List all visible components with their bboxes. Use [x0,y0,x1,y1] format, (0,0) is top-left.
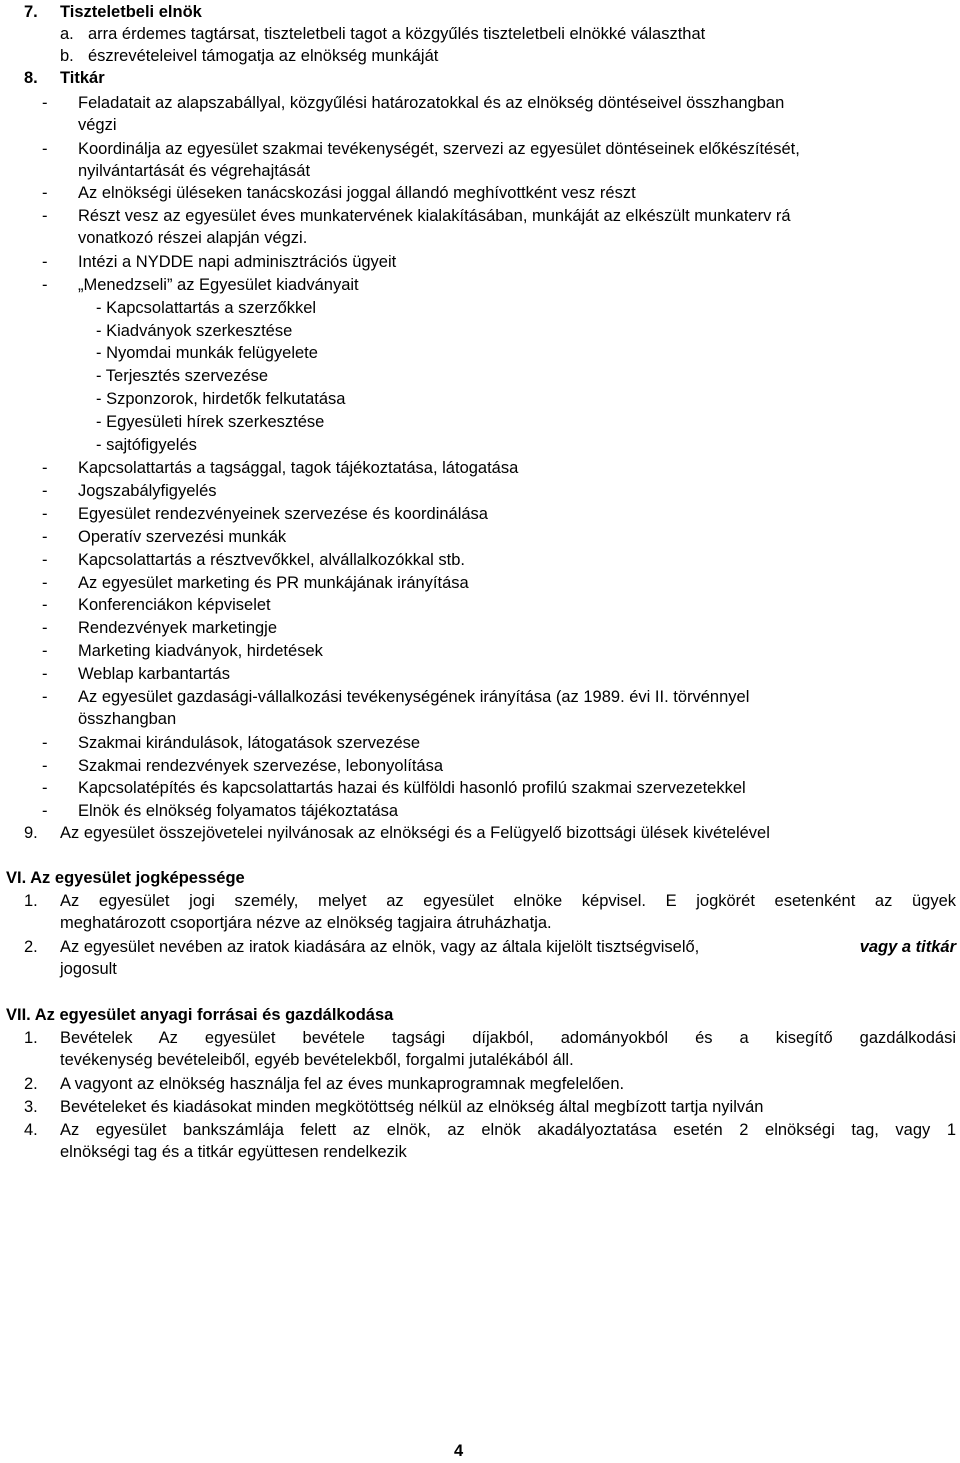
list-item-cont: összhangban [78,710,177,728]
list-item: Az elnökségi üléseken tanácskozási joggal állandó meghívottként vesz részt [78,184,636,202]
sub-item: - Kiadványok szerkesztése [96,322,293,340]
list-item-cont: nyilvántartását és végrehajtását [78,162,311,180]
paragraph-text-cont: elnökségi tag és a titkár együttesen rendelkezik [60,1143,407,1161]
list-bullet: - [42,665,48,683]
emphasis-text: vagy a titkár [859,938,956,956]
list-bullet: - [42,505,48,523]
list-bullet: - [42,482,48,500]
page-number: 4 [454,1442,464,1460]
list-item: „Menedzseli” az Egyesület kiadványait [78,276,359,294]
paragraph-number: 3. [24,1098,38,1116]
list-item: Kapcsolatépítés és kapcsolattartás hazai és külföldi hasonló profilú szakmai szervezetekkel [78,779,746,797]
list-bullet: - [42,459,48,477]
list-bullet: - [42,140,48,158]
paragraph-text: Az egyesület jogi személy, melyet az egyesület elnöke képvisel. E jogkörét esetenként az ügyek [60,892,956,910]
paragraph-text: Az egyesület bankszámlája felett az elnök, az elnök akadályoztatása esetén 2 elnökségi tag, vagy 1 [60,1121,956,1139]
list-bullet: - [42,207,48,225]
section-7-number: 7. [24,3,38,21]
paragraph-number: 2. [24,1075,38,1093]
sub-item: - Egyesületi hírek szerkesztése [96,413,325,431]
list-bullet: - [42,757,48,775]
section-9-text: Az egyesület összejövetelei nyilvánosak az elnökségi és a Felügyelő bizottsági ülések kivételével [60,824,770,842]
list-item: Részt vesz az egyesület éves munkatervének kialakításában, munkáját az elkészült munkaterv rá [78,207,791,225]
sub-item: - sajtófigyelés [96,436,197,454]
chapter-vii-heading: VII. Az egyesület anyagi forrásai és gazdálkodása [6,1006,394,1024]
paragraph-text-cont: jogosult [60,960,117,978]
paragraph-number: 1. [24,892,38,910]
list-bullet: - [42,642,48,660]
list-item-cont: vonatkozó részei alapján végzi. [78,229,308,247]
list-item: Jogszabályfigyelés [78,482,217,500]
list-bullet: - [42,184,48,202]
list-item: Weblap karbantartás [78,665,230,683]
list-item: Szakmai kirándulások, látogatások szervezése [78,734,421,752]
list-bullet: - [42,619,48,637]
paragraph-number: 4. [24,1121,38,1139]
paragraph-text: Az egyesület nevében az iratok kiadására az elnök, vagy az általa kijelölt tisztségviselő, [60,938,700,956]
list-bullet: - [42,528,48,546]
section-8-title: Titkár [60,69,105,87]
paragraph-text: A vagyont az elnökség használja fel az éves munkaprogramnak megfelelően. [60,1075,625,1093]
list-item: Intézi a NYDDE napi adminisztrációs ügyeit [78,253,397,271]
paragraph-number: 2. [24,938,38,956]
list-bullet: - [42,94,48,112]
sub-item: - Terjesztés szervezése [96,367,269,385]
paragraph-text-cont: meghatározott csoportjára nézve az elnökség tagjaira átruházhatja. [60,914,552,932]
list-item: Szakmai rendezvények szervezése, lebonyolítása [78,757,444,775]
item-a-text: arra érdemes tagtársat, tiszteletbeli tagot a közgyűlés tiszteletbeli elnökké választhat [88,25,706,43]
item-a-label: a. [60,25,74,43]
section-8-number: 8. [24,69,38,87]
paragraph-text-cont: tevékenység bevételeiből, egyéb bevételekből, forgalmi jutalékából áll. [60,1051,574,1069]
list-bullet: - [42,574,48,592]
section-9-number: 9. [24,824,38,842]
list-item: Elnök és elnökség folyamatos tájékoztatása [78,802,399,820]
list-item-cont: végzi [78,116,117,134]
list-bullet: - [42,779,48,797]
list-bullet: - [42,596,48,614]
list-bullet: - [42,551,48,569]
list-item: Az egyesület marketing és PR munkájának irányítása [78,574,469,592]
list-bullet: - [42,734,48,752]
list-bullet: - [42,276,48,294]
paragraph-text: Bevételeket és kiadásokat minden megkötöttség nélkül az elnökség által megbízott tartja nyilván [60,1098,764,1116]
list-bullet: - [42,802,48,820]
list-item: Feladatait az alapszabállyal, közgyűlési határozatokkal és az elnökség döntéseivel összhangban [78,94,785,112]
list-item: Egyesület rendezvényeinek szervezése és koordinálása [78,505,488,523]
paragraph-line [60,937,956,957]
paragraph-text: Bevételek Az egyesület bevétele tagsági díjakból, adományokból és a kisegítő gazdálkodási [60,1029,956,1047]
list-item: Az egyesület gazdasági-vállalkozási tevékenységének irányítása (az 1989. évi II. törvénnyel [78,688,750,706]
sub-item: - Kapcsolattartás a szerzőkkel [96,299,317,317]
item-b-label: b. [60,47,74,65]
list-bullet: - [42,253,48,271]
list-item: Kapcsolattartás a tagsággal, tagok tájékoztatása, látogatása [78,459,519,477]
list-item: Kapcsolattartás a résztvevőkkel, alvállalkozókkal stb. [78,551,466,569]
item-b-text: észrevételeivel támogatja az elnökség munkáját [88,47,439,65]
sub-item: - Nyomdai munkák felügyelete [96,344,318,362]
section-7-title: Tiszteletbeli elnök [60,3,202,21]
sub-item: - Szponzorok, hirdetők felkutatása [96,390,346,408]
list-item: Rendezvények marketingje [78,619,278,637]
list-bullet: - [42,688,48,706]
list-item: Operatív szervezési munkák [78,528,287,546]
list-item: Marketing kiadványok, hirdetések [78,642,323,660]
list-item: Konferenciákon képviselet [78,596,271,614]
chapter-vi-heading: VI. Az egyesület jogképessége [6,869,245,887]
paragraph-number: 1. [24,1029,38,1047]
list-item: Koordinálja az egyesület szakmai tevékenységét, szervezi az egyesület döntéseinek előkészítését, [78,140,800,158]
